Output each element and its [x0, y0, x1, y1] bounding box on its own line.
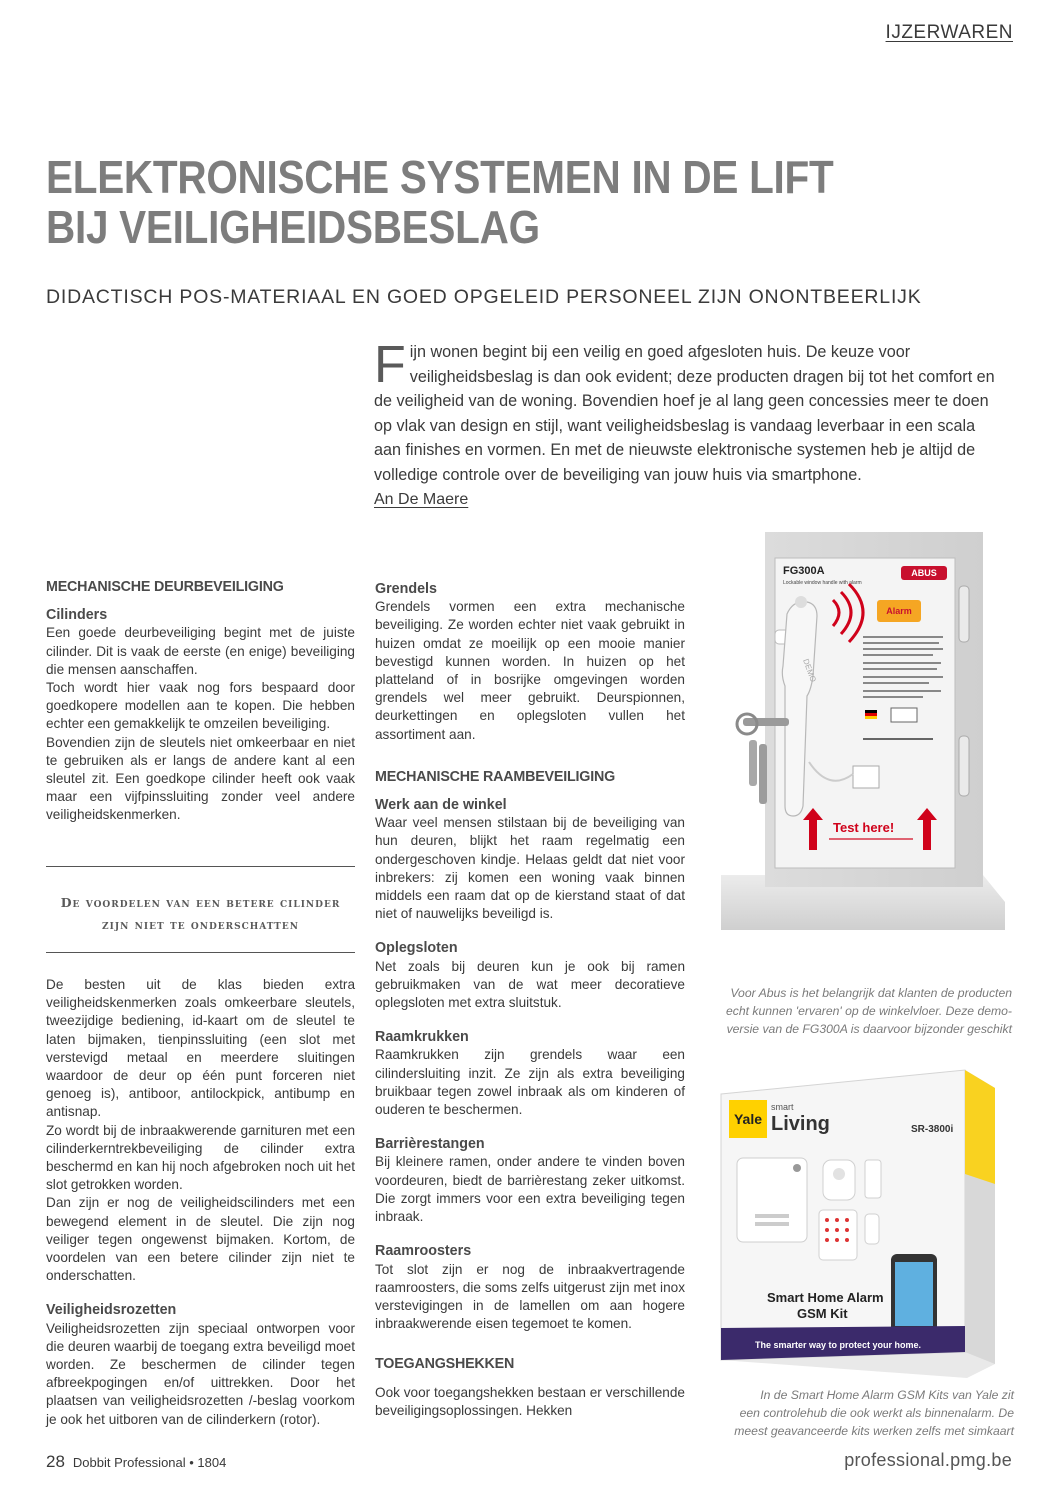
- handle-sensor: [795, 596, 807, 608]
- hinge-bottom: [959, 736, 969, 796]
- german-flag-icon: [865, 710, 877, 719]
- paragraph: Waar veel mensen stilstaan bij de beveiliging van hun deuren, blijkt het raam regelmatig een ondergeschoven kindje. Helaas geldt dat niet voor inbrekers: zij komen een woning vaak binnen middels een raam dat op de kierstand staat of dat niet of nauwelijks beveiligd is.: [375, 815, 685, 922]
- heading-mechanische-raambeveiliging: MECHANISCHE RAAMBEVEILIGING: [375, 768, 616, 785]
- article-title: [46, 152, 891, 252]
- paragraph: Grendels vormen een extra mechanische beveiliging. Ze worden echter niet vaak gebruikt in huizen omdat ze moeilijk op een mooie manier bevestigd kunnen worden. In huizen op het platteland of in bosrijke omgevingen worden grendels wel meer gebruikt. Deurspionnen, deurkettingen en oplegsloten vullen het assortiment aan.: [375, 599, 685, 742]
- door-contact: [865, 1160, 881, 1198]
- glass-break-detector: [853, 766, 879, 788]
- publication-name: Dobbit Professional • 1804: [72, 1455, 227, 1470]
- photo1-caption: [700, 984, 1012, 1038]
- handle-demo-text: DEMO: [801, 657, 818, 684]
- article-subtitle: DIDACTISCH POS-MATERIAAL EN GOED OPGELEID PERSONEEL ZIJN ONONTBEERLIJK: [46, 286, 922, 308]
- paragraph: Veiligheidsrozetten zijn speciaal ontworpen voor die deuren waarbij de toegang extra beveiligd moet worden. Ze beschermen de cilinder tegen afbreekpogingen en/of uittrekken. Door het plaatsen van veiligheidsrozetten /-beslag voorkom je ook het uitboren van de cilinderkern (rotor).: [46, 1320, 355, 1427]
- website-link[interactable]: professional.pmg.be: [844, 1450, 1012, 1470]
- column-1-bottom: [46, 976, 355, 1429]
- paragraph: Ook voor toegangshekken bestaan er verschillende beveiligingsoplossingen. Hekken: [375, 1384, 685, 1418]
- abus-logo-text: ABUS: [911, 568, 937, 578]
- caption-line: een controlehub die ook werkt als binnenalarm. De: [739, 1406, 1014, 1420]
- abus-display-photo: [713, 530, 1005, 975]
- caption-line: echt kunnen 'ervaren' op de winkelvloer. Deze demo-: [725, 1004, 1012, 1018]
- column-1-top: [46, 578, 355, 825]
- box-side-yellow: [965, 1070, 995, 1184]
- pull-quote-line-1: De voordelen van een betere cilinder: [60, 895, 341, 910]
- heading-toegangshekken: TOEGANGSHEKKEN: [375, 1356, 515, 1373]
- title-line-2: BIJ VEILIGHEIDSBESLAG: [46, 201, 540, 253]
- heading-raamkrukken: Raamkrukken: [375, 1029, 469, 1046]
- living-label: Living: [771, 1113, 830, 1135]
- hinge-top: [959, 586, 969, 642]
- model-label: SR-3800i: [911, 1124, 954, 1135]
- smart-label: smart: [771, 1102, 794, 1112]
- model-label: FG300A: [783, 565, 825, 577]
- heading-oplegsloten: Oplegsloten: [375, 940, 458, 957]
- yale-logo-text: Yale: [733, 1111, 763, 1127]
- paragraph: Net zoals bij deuren kun je ook bij ramen gebruikmaken van de wat meer decoratieve oplegsloten met extra sluitstuk.: [375, 958, 685, 1011]
- caption-line: In de Smart Home Alarm GSM Kits van Yale zit: [760, 1388, 1014, 1402]
- footer-left: [46, 1452, 226, 1472]
- photo2-caption: [700, 1386, 1014, 1440]
- paragraph: Toch wordt hier vaak nog fors bespaard door goedkopere modellen aan te kopen. Die hebben echter een gemakkelijk te omzeilen beveiliging.: [46, 680, 355, 732]
- heading-grendels: Grendels: [375, 581, 437, 597]
- heading-barrierestangen: Barrièrestangen: [375, 1136, 485, 1153]
- product-title-1: Smart Home Alarm: [767, 1290, 884, 1305]
- heading-werk-aan-de-winkel: Werk aan de winkel: [375, 797, 507, 814]
- remote-fob: [865, 1214, 879, 1244]
- paragraph: Bij kleinere ramen, onder andere te vinden boven voordeuren, biedt de barrièrestang zeker uitkomst. Die zorgt immers voor een extra beveiliging tegen inbraak.: [375, 1154, 685, 1225]
- certification-box: [891, 708, 917, 722]
- paragraph: Zo wordt bij de inbraakwerende garnituren met een cilinderkerntrekbeveiliging de cilinder extra beschermd en kan hij noch afgebroken noch uit het slot getrokken worden.: [46, 1122, 355, 1193]
- title-line-1: ELEKTRONISCHE SYSTEMEN IN DE LIFT: [46, 151, 834, 203]
- pullquote-rule-top: [46, 866, 355, 867]
- heading-mechanische-deurbeveiliging: MECHANISCHE DEURBEVEILIGING: [46, 579, 284, 595]
- pullquote-rule-bottom: [46, 952, 355, 953]
- model-sub-label: Lockable window handle with alarm: [783, 580, 862, 586]
- heading-veiligheidsrozetten: Veiligheidsrozetten: [46, 1302, 177, 1319]
- smartphone-screen: [895, 1262, 933, 1326]
- keypad: [819, 1210, 857, 1260]
- heading-raamroosters: Raamroosters: [375, 1243, 472, 1260]
- paragraph: Bovendien zijn de sleutels niet omkeerbaar en niet te gebruiken als er langs de andere kant al een sleutel zit. Een goedkope cilinder heeft ook vaak maar een vijfpinssluiting zonder veel andere veiligheidskenmerken.: [46, 734, 355, 823]
- paragraph: De besten uit de klas bieden extra veiligheidskenmerken zoals omkeerbare sleutels, tweezijdige bediening, id-kaart om de sleutel te laten bijmaken, tienpinssluiting (een slot met verstevigd metaal en meerdere sluitingen waardoor de deur op één punt forceren niet genoeg is), antiboor, antilockpick, antibump en antisnap.: [46, 977, 355, 1120]
- pull-quote-line-2: zijn niet te onderschatten: [102, 917, 299, 932]
- box-tagline: The smarter way to protect your home.: [755, 1340, 922, 1350]
- test-here-label: Test here!: [833, 820, 895, 835]
- pull-quote: [46, 892, 355, 936]
- section-tag: IJZERWAREN: [885, 22, 1013, 43]
- caption-line: Voor Abus is het belangrijk dat klanten de producten: [730, 986, 1012, 1000]
- author-link[interactable]: An De Maere: [374, 491, 469, 508]
- caption-line: meest geavanceerde kits werken zelfs met simkaart: [734, 1424, 1014, 1438]
- paragraph: Tot slot zijn er nog de inbraakvertragende raamroosters, die soms zelfs uitgerust zijn met inox verstevigingen in de lamellen om aan hogere inbraakwerende eisen tegemoet te komen.: [375, 1261, 685, 1332]
- paragraph: Een goede deurbeveiliging begint met de juiste cilinder. Dit is vaak de eerste (en enige) beveiliging die mensen aanschaffen.: [46, 625, 355, 677]
- paragraph: Raamkrukken zijn grendels waar een cilindersluiting inzit. Ze zijn als extra beveiliging bruikbaar tegen zowel inbraak als om kinderen of ouderen te beschermen.: [375, 1047, 685, 1118]
- test-here-sub: [829, 838, 913, 840]
- caption-line: versie van de FG300A is daarvoor bijzonder geschikt: [726, 1022, 1012, 1036]
- pir-lens: [833, 1168, 845, 1180]
- heading-cilinders: Cilinders: [46, 607, 108, 624]
- page-number: 28: [46, 1452, 65, 1471]
- glass-detector-label: [863, 738, 933, 740]
- yale-kit-photo: [715, 1064, 1005, 1380]
- paragraph: Dan zijn er nog de veiligheidscilinders met een bewegend element in de sleutel. Die zijn nog veiliger tegen ongewenst bijmaken. Kortom, de voordelen van een betere cilinder zijn niet te onderschatten.: [46, 1195, 355, 1284]
- intro-paragraph: [374, 336, 1006, 487]
- hub-button: [793, 1164, 801, 1172]
- intro-text: ijn wonen begint bij een veilig en goed afgesloten huis. De keuze voor veiligheidsbeslag is dan ook evident; deze producten dragen bij tot het comfort en de veiligheid van de woning. Bovendien hoef je al lang geen concessies meer te doen op vlak van design en stijl, want veiligheidsbeslag is vandaag leverbaar in een scala aan finishes en vormen. En met de nieuwste elektronische systemen heb je altijd de volledige controle over de beveiliging van jouw huis via smartphone.: [374, 343, 995, 484]
- column-2: [375, 580, 685, 1420]
- hub-speaker: [755, 1214, 789, 1218]
- drop-cap: F: [374, 336, 406, 394]
- alarm-badge-text: Alarm: [886, 606, 912, 616]
- product-title-2: GSM Kit: [797, 1306, 848, 1321]
- hub-speaker: [755, 1222, 789, 1226]
